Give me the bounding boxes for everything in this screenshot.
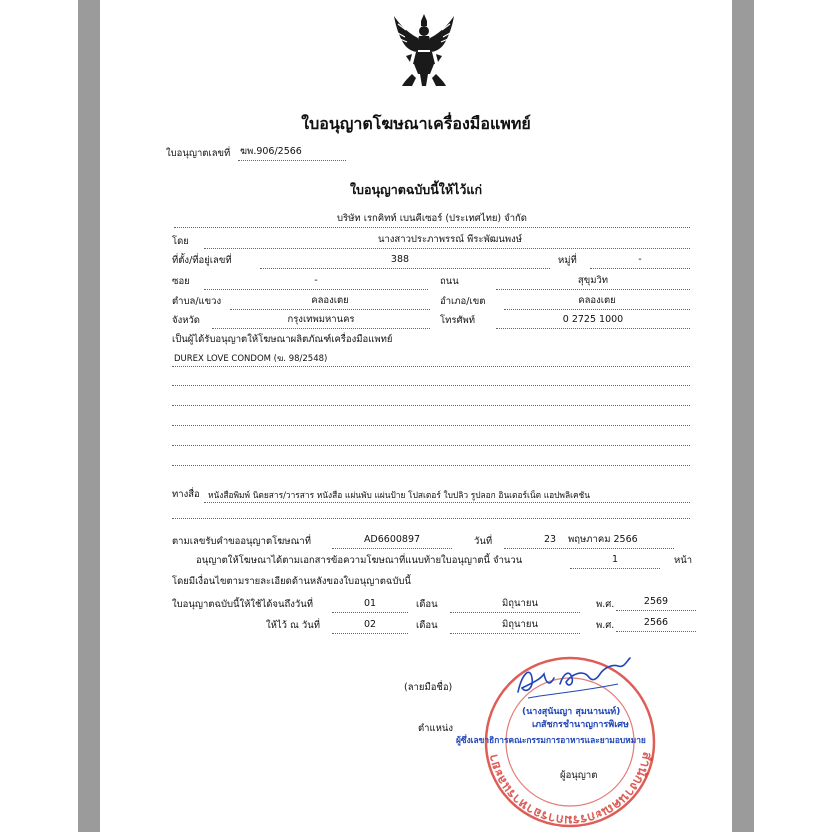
permit-number-line [238,160,346,161]
issue-month: มิถุนายน [502,619,538,630]
permit-number-value: ฆพ.906/2566 [240,146,302,157]
request-number-line [332,548,452,549]
amphoe-value: คลองเตย [578,295,616,306]
issue-date-label: ให้ไว้ ณ วันที่ [266,620,320,631]
right-gray-band [732,0,754,832]
phone-line [496,328,690,329]
signature-label: (ลายมือชื่อ) [404,682,453,693]
valid-until-month: มิถุนายน [502,598,538,609]
issue-month-label: เดือน [416,620,438,631]
media-line-1 [204,502,690,503]
valid-until-month-label: เดือน [416,599,438,610]
address-line [260,268,550,269]
product-label: เป็นผู้ได้รับอนุญาตให้โฆษณาผลิตภัณฑ์เครื่องมือแพทย์ [172,334,393,345]
issue-month-line [450,633,580,634]
amphoe-line [504,309,690,310]
moo-value: - [638,254,642,265]
svg-text:สำนักงานคณะกรรมการอาหารและยา [486,750,655,827]
road-label: ถนน [440,276,459,287]
product-line-5 [172,445,690,446]
pages-text: อนุญาตให้โฆษณาได้ตามเอกสารข้อความโฆษณาที่แนบท้ายใบอนุญาตนี้ จำนวน [196,555,523,566]
moo-label: หมู่ที่ [558,255,577,266]
issue-year: 2566 [643,617,669,628]
signer-name: (นางสุนันญา สุมนานนท์) [522,707,621,717]
pages-value: 1 [611,554,619,565]
province-line [212,328,430,329]
request-date-label: วันที่ [474,536,493,547]
moo-line [590,268,690,269]
issue-year-line [616,631,696,632]
permit-document [100,0,732,832]
company-name: บริษัท เรกคิทท์ เบนคีเซอร์ (ประเทศไทย) จำกัด [337,213,527,224]
province-value: กรุงเทพมหานคร [287,314,355,325]
issue-year-label: พ.ศ. [596,620,615,631]
soi-label: ซอย [172,276,190,287]
by-label: โดย [172,236,189,247]
media-value: หนังสือพิมพ์ นิตยสาร/วารสาร หนังสือ แผ่นพับ แผ่นป้าย โปสเตอร์ ใบปลิว รูปลอก อินเตอร์เน็ต แอปพลิเคชัน [208,490,590,500]
document-title: ใบอนุญาตโฆษณาเครื่องมือแพทย์ [301,114,531,133]
product-line-6 [172,465,690,466]
valid-until-month-line [450,612,580,613]
permit-number-label: ใบอนุญาตเลขที่ [166,148,231,159]
signer-role: ผู้ซึ่งเลขาธิการคณะกรรมการอาหารและยามอบหมาย [456,735,646,745]
amphoe-label: อำเภอ/เขต [440,296,486,307]
phone-label: โทรศัพท์ [440,315,476,326]
address-value: 388 [390,254,410,265]
valid-until-year-line [616,610,696,611]
pages-unit: หน้า [674,555,693,566]
road-value: สุขุมวิท [577,275,609,286]
request-date-month-year: พฤษภาคม 2566 [568,534,638,545]
address-label: ที่ตั้ง/ที่อยู่เลขที่ [172,255,232,266]
product-line-1 [172,366,690,367]
left-gray-band [78,0,100,832]
province-label: จังหวัด [172,315,200,326]
valid-until-year: 2569 [643,596,669,607]
request-number: AD6600897 [363,534,421,545]
garuda-emblem-icon [392,12,456,88]
issue-day: 02 [363,619,377,630]
tambon-label: ตำบล/แขวง [172,296,222,307]
by-value: นางสาวประภาพรรณ์ พีระพัฒนพงษ์ [377,234,523,245]
valid-until-year-label: พ.ศ. [596,599,615,610]
media-label: ทางสื่อ [172,489,200,500]
pages-line [570,568,660,569]
issued-to-heading: ใบอนุญาตฉบับนี้ให้ไว้แก่ [349,182,483,197]
valid-until-day-line [332,612,408,613]
road-line [496,289,690,290]
product-line-3 [172,405,690,406]
position-label: ตำแหน่ง [418,723,454,734]
phone-value: 0 2725 1000 [562,314,624,325]
issue-day-line [332,633,408,634]
by-line [204,248,690,249]
company-line [174,227,690,228]
product-line-2 [172,385,690,386]
seal-text: สำนักงานคณะกรรมการอาหารและยา [486,750,655,828]
signer-title: เภสัชกรชำนาญการพิเศษ [532,720,629,730]
request-date-day: 23 [544,534,557,545]
tambon-value: คลองเตย [311,295,349,306]
product-item: DUREX LOVE CONDOM (ฆ. 98/2548) [174,354,328,364]
request-label: ตามเลขรับคำขออนุญาตโฆษณาที่ [172,536,311,547]
licensor-label: ผู้อนุญาต [560,770,598,781]
valid-until-day: 01 [363,598,377,609]
media-line-2 [172,518,690,519]
condition-text: โดยมีเงื่อนไขตามรายละเอียดด้านหลังของใบอนุญาตฉบับนี้ [172,576,411,587]
soi-line [204,289,428,290]
tambon-line [230,309,430,310]
product-line-4 [172,425,690,426]
valid-until-label: ใบอนุญาตฉบับนี้ให้ใช้ได้จนถึงวันที่ [172,599,313,610]
soi-value: - [314,275,318,286]
request-date-line [504,548,674,549]
handwritten-signature [508,654,638,704]
